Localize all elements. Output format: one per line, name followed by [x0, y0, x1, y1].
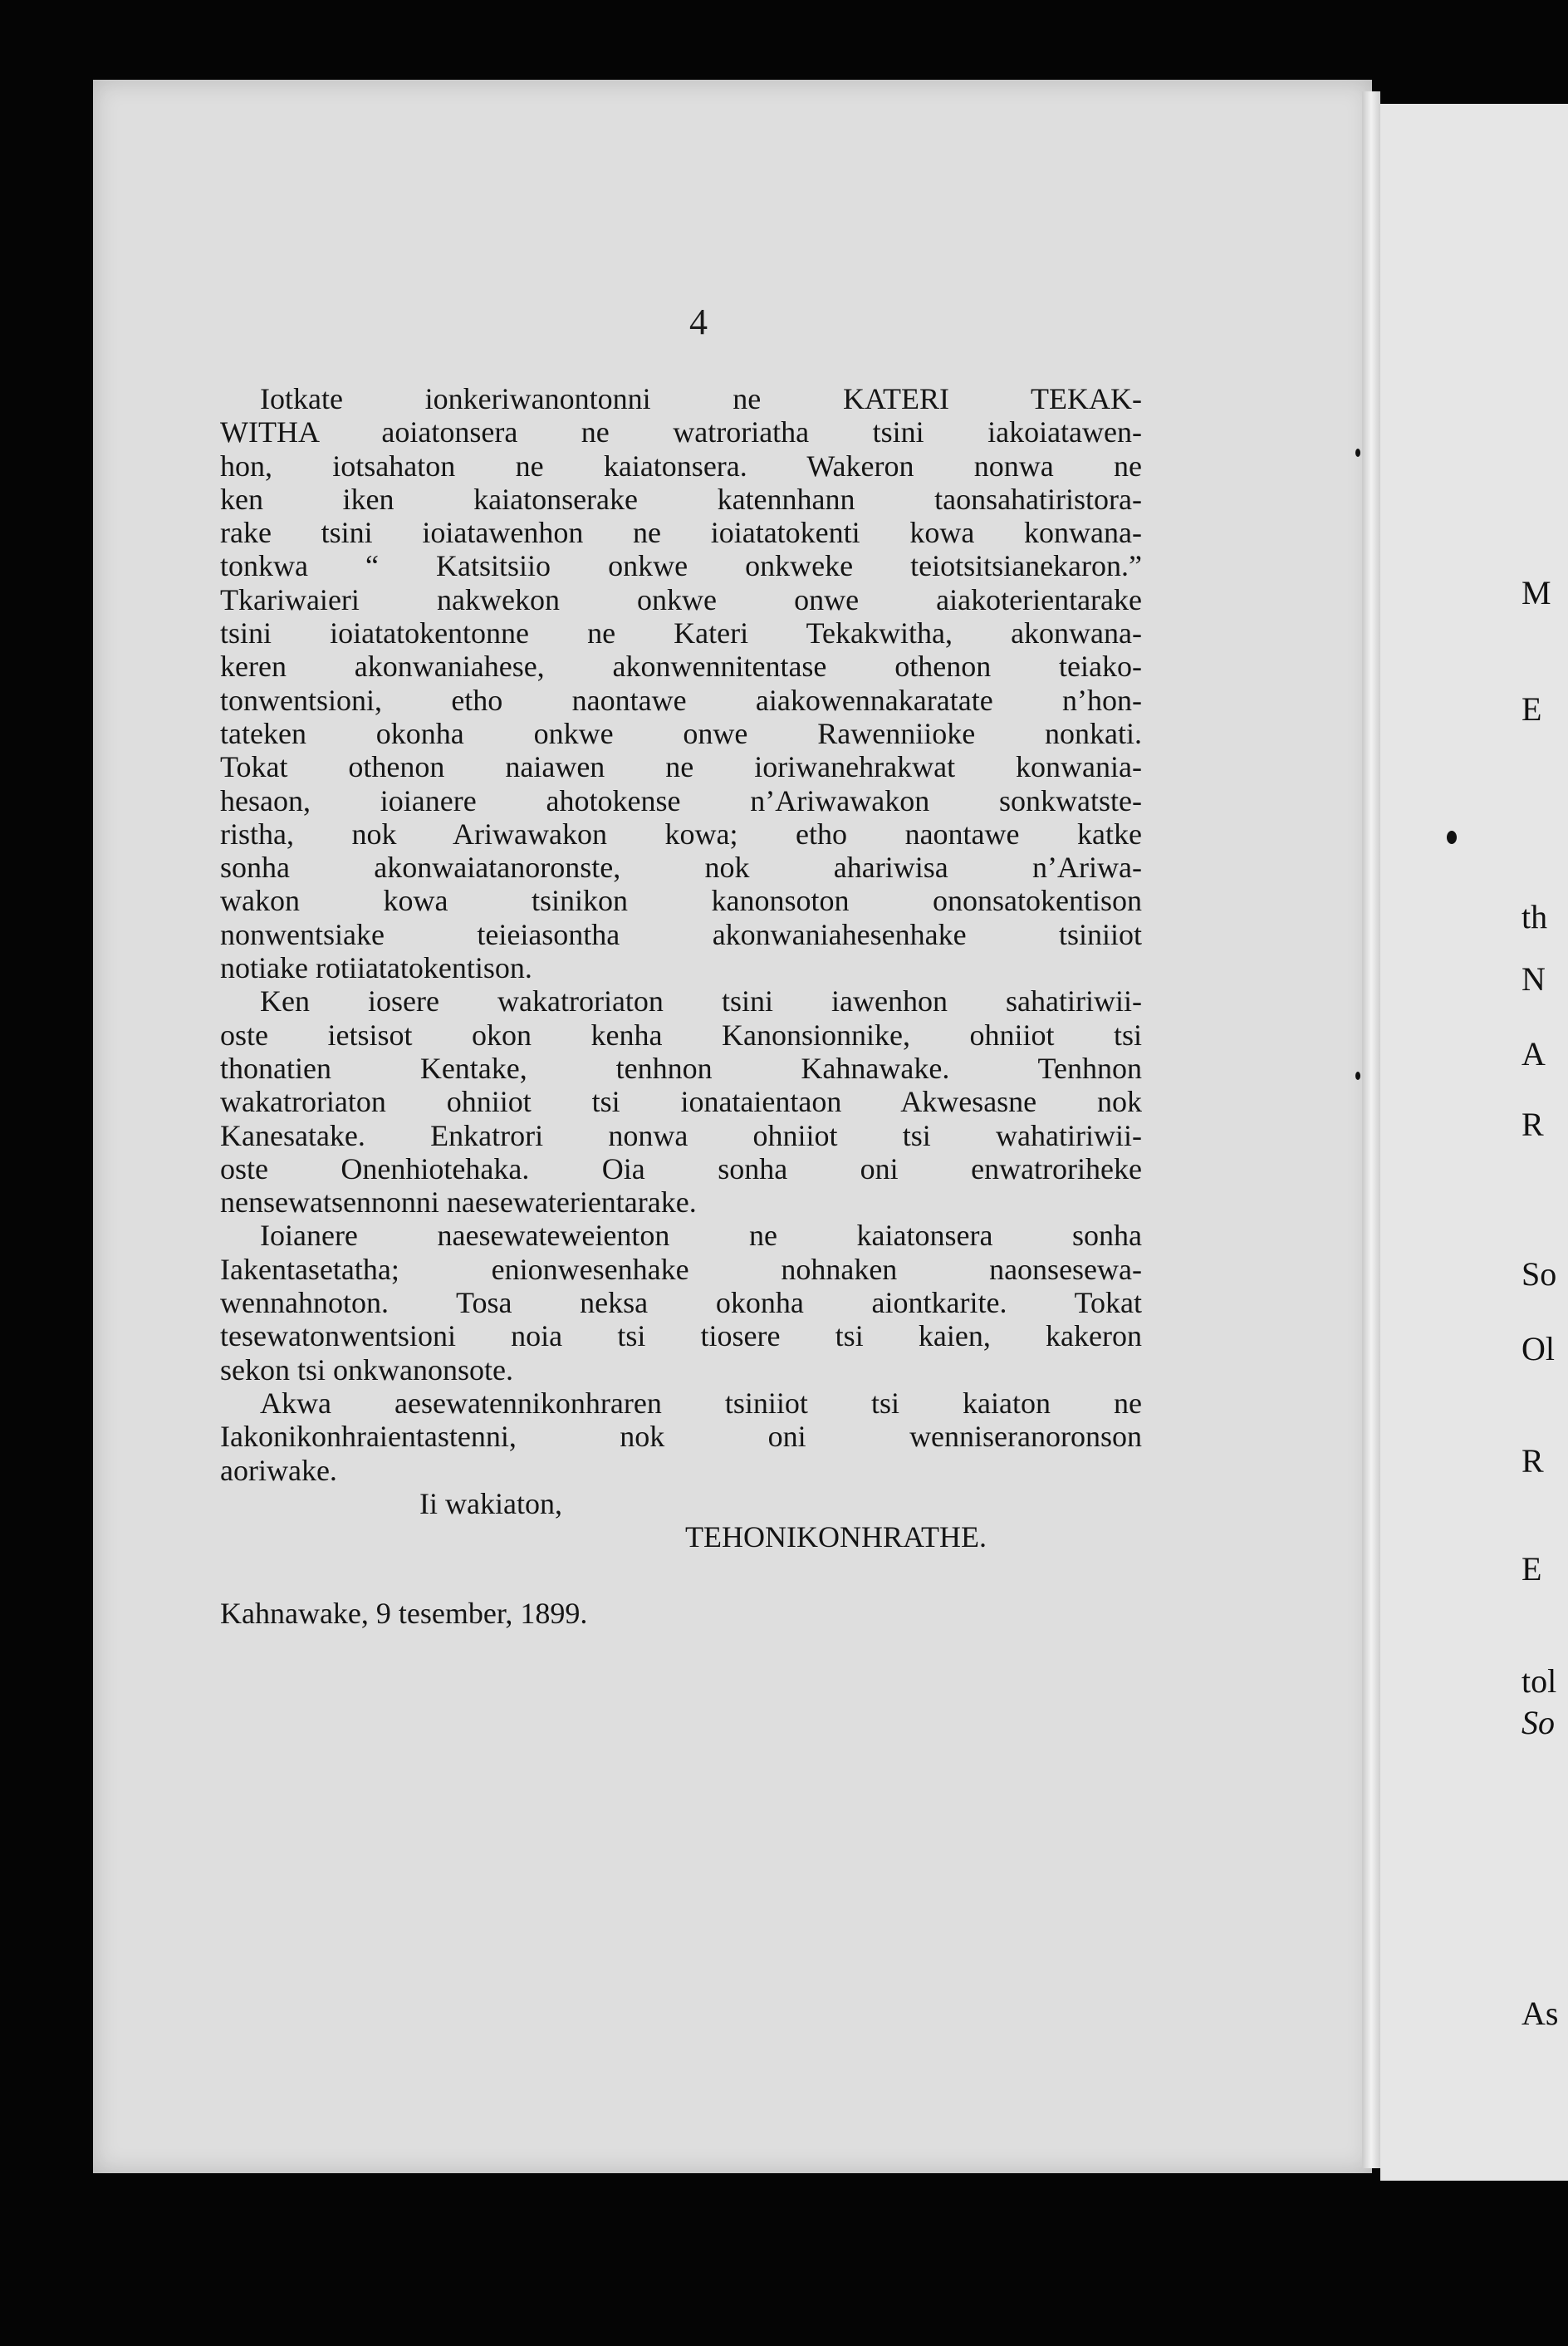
right-page-fragment: Ol [1521, 1330, 1555, 1367]
text-line: Kanesatake. Enkatrori nonwa ohniiot tsi wahatiriwii- [220, 1118, 1142, 1152]
text-line: oste Onenhiotehaka. Oia sonha oni enwatroriheke [220, 1151, 1142, 1185]
text-line: Iakentasetatha; enionwesenhake nohnaken naonsesewa- [220, 1252, 1142, 1286]
text-line: nensewatsennonni naesewaterientarake. [220, 1185, 697, 1220]
text-line: hon, iotsahaton ne kaiatonsera. Wakeron nonwa ne [220, 449, 1142, 483]
text-line: rake tsini ioiatawenhon ne ioiatatokenti kowa konwana- [220, 516, 1142, 550]
text-line: Iakonikonhraientastenni, nok oni wenniseranoronson [220, 1420, 1142, 1454]
right-page-fragment: N [1521, 960, 1546, 998]
right-page-fragment: E [1521, 690, 1542, 728]
text-line: oste ietsisot okon kenha Kanonsionnike, ohniiot tsi [220, 1018, 1142, 1052]
page-number: 4 [689, 302, 708, 342]
text-line: tonkwa “ Katsitsiio onkwe onkweke teiotsitsianekaron.” [220, 549, 1142, 583]
text-line: sekon tsi onkwanonsote. [220, 1352, 513, 1386]
right-page-fragment: R [1521, 1106, 1544, 1143]
text-line: Akwa aesewatennikonhraren tsiniiot tsi kaiaton ne [260, 1386, 1142, 1420]
text-line: wakon kowa tsinikon kanonsoton ononsatokentison [220, 884, 1142, 918]
right-page-fragment: As [1521, 1995, 1559, 2032]
text-line: WITHA aoiatonsera ne watroriatha tsini iakoiatawen- [220, 415, 1142, 449]
place-and-date: Kahnawake, 9 tesember, 1899. [220, 1597, 588, 1631]
signature-name: TEHONIKONHRATHE. [685, 1520, 987, 1554]
ink-spot [1355, 1072, 1360, 1080]
right-page-fragment: R [1521, 1442, 1544, 1480]
right-page-fragment: E [1521, 1550, 1542, 1588]
closing-salutation: Ii wakiaton, [419, 1486, 562, 1520]
right-page-fragment: A [1521, 1035, 1546, 1072]
text-line: wennahnoton. Tosa neksa okonha aiontkarite. Tokat [220, 1286, 1142, 1320]
page-gutter [1362, 91, 1380, 2168]
text-line: tateken okonha onkwe onwe Rawenniioke nonkati. [220, 716, 1142, 750]
text-line: hesaon, ioianere ahotokense n’Ariwawakon sonkwatste- [220, 783, 1142, 817]
right-page-fragment: M [1521, 574, 1551, 611]
right-page-fragment: th [1521, 898, 1548, 935]
text-line: Ioianere naesewateweienton ne kaiatonsera sonha [260, 1219, 1142, 1253]
letter-text [220, 382, 1142, 1631]
right-page-fragment: tol [1521, 1662, 1557, 1700]
ink-spot [1355, 449, 1360, 457]
text-line: thonatien Kentake, tenhnon Kahnawake. Tenhnon [220, 1051, 1142, 1085]
text-line: tsini ioiatatokentonne ne Kateri Tekakwitha, akonwana- [220, 616, 1142, 650]
text-line: notiake rotiiatatokentison. [220, 951, 532, 985]
text-line: Ken iosere wakatroriaton tsini iawenhon sahatiriwii- [260, 984, 1142, 1018]
text-line: tesewatonwentsioni noia tsi tiosere tsi kaien, kakeron [220, 1319, 1142, 1353]
right-page-fragment: So [1521, 1704, 1555, 1741]
text-line: keren akonwaniahese, akonwennitentase othenon teiako- [220, 650, 1142, 684]
text-line: sonha akonwaiatanoronste, nok ahariwisa n’Ariwa- [220, 851, 1142, 885]
ink-spot [1447, 831, 1457, 844]
text-line: ken iken kaiatonserake katennhann taonsahatiristora- [220, 482, 1142, 516]
text-line: wakatroriaton ohniiot tsi ionataientaon Akwesasne nok [220, 1085, 1142, 1119]
text-line: aoriwake. [220, 1453, 337, 1487]
right-page-fragment: So [1521, 1255, 1557, 1293]
text-line: tonwentsioni, etho naontawe aiakowennakaratate n’hon- [220, 683, 1142, 717]
text-line: Iotkate ionkeriwanontonni ne KATERI TEKAK- [260, 382, 1142, 415]
text-line: Tokat othenon naiawen ne ioriwanehrakwat konwania- [220, 750, 1142, 784]
text-line: nonwentsiake teieiasontha akonwaniahesenhake tsiniiot [220, 917, 1142, 951]
text-line: ristha, nok Ariwawakon kowa; etho naontawe katke [220, 817, 1142, 851]
text-line: Tkariwaieri nakwekon onkwe onwe aiakoterientarake [220, 582, 1142, 616]
